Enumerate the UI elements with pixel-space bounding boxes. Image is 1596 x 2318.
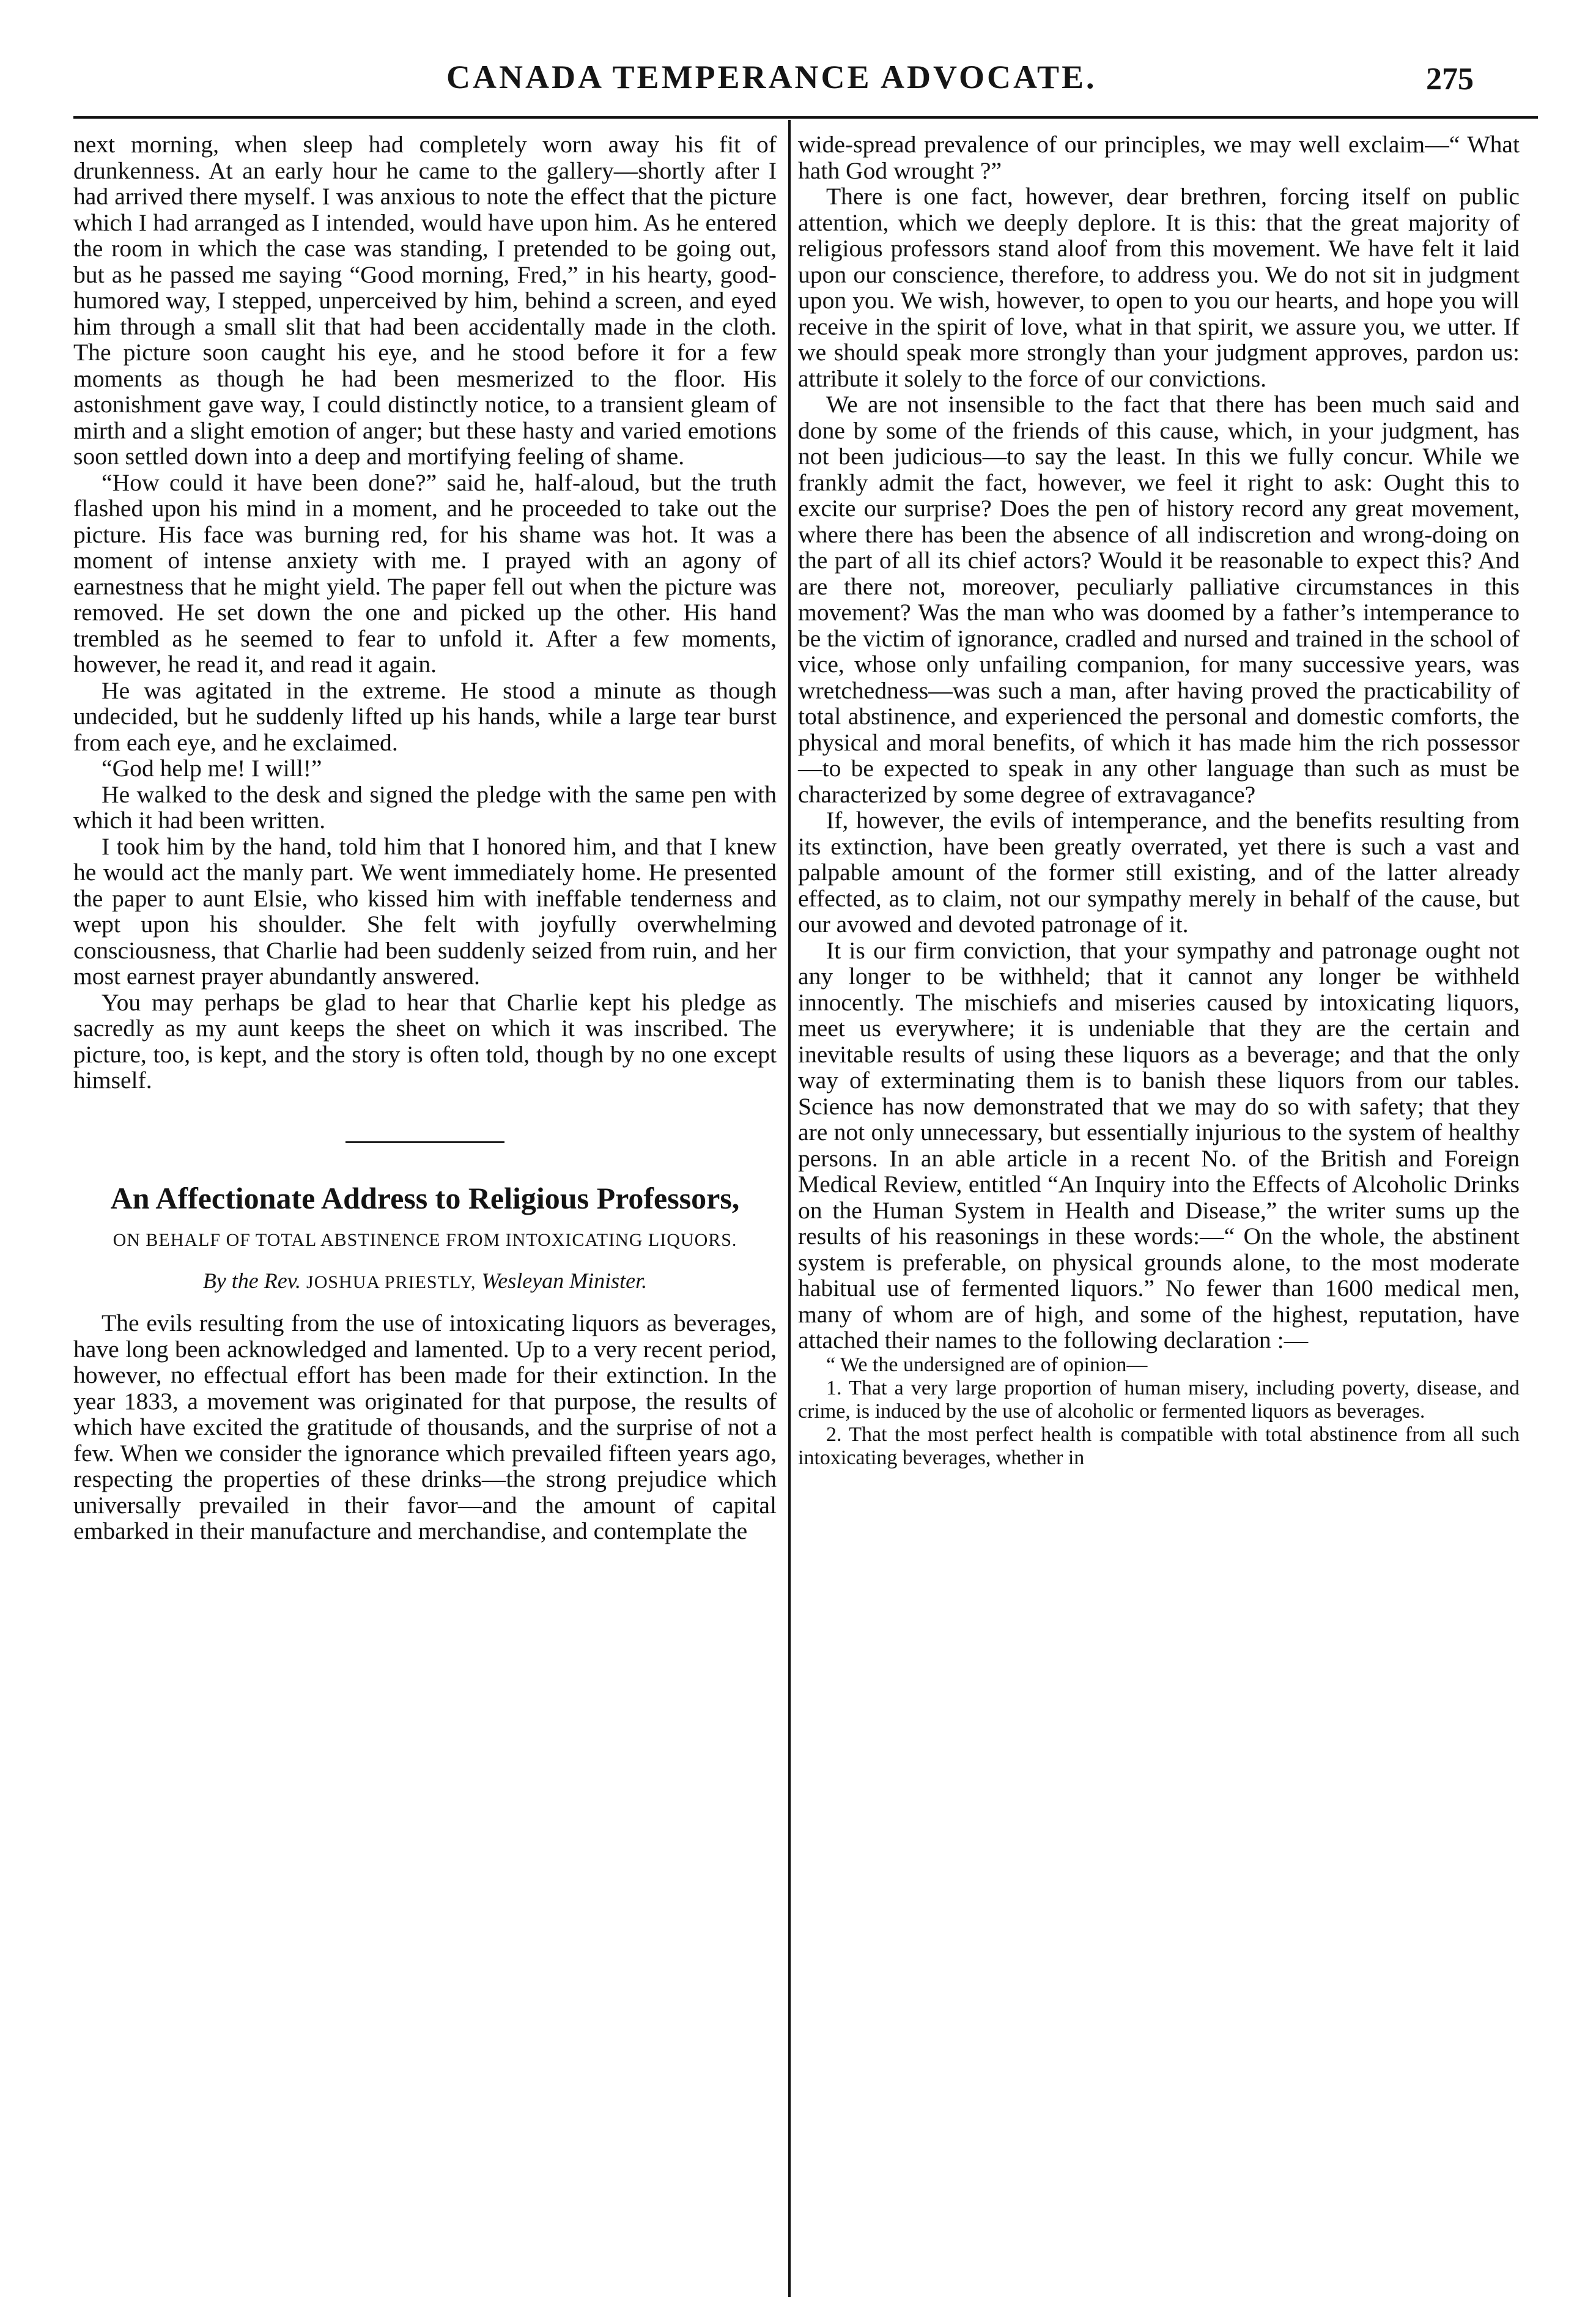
story-paragraph: I took him by the hand, told him that I honored him, and that I knew he would act the manly part. We went immediately home. He presented the paper to aunt Elsie, who kissed him with ineffable tenderness and wept upon his shoulder. She felt with joyfully overwhelming consciousness, that Charlie had been suddenly seized from ruin, and her most earnest prayer abundantly answered. — [73, 832, 777, 990]
article-paragraph: There is one fact, however, dear brethren, forcing itself on public attention, which we deeply deplore. It is this: that the great majority of religious professors stand aloof from this movement. We have felt it laid upon our conscience, therefore, to address you. We do not sit in judgment upon you. We wish, however, to open to you our hearts, and hope you will receive in the spirit of love, what in that spirit, we assure you, we utter. If we should speak more strongly than your judgment approves, pardon us: attribute it solely to the force of our convictions. — [798, 183, 1520, 392]
article-paragraph: We are not insensible to the fact that there has been much said and done by some of the friends of this cause, which, in your judgment, has not been judicious—to say the least. In this we fully concur. While we frankly admit the fact, however, we feel it right to ask: Ought this to excite our surprise? Does the pen of history record any great movement, where there has been the absence of all indiscretion and wrong-doing on the part of all its chief actors? Would it be reasonable to expect this? And are there not, moreover, peculiarly palliative circumstances in this movement? Was the man who was doomed by a father’s intemperance to be the victim of ignorance, cradled and nursed and trained in the school of vice, whose only unfailing companion, for many successive years, was wretchedness—was such a man, after having proved the practicability of total abstinence, and experienced the personal and domestic comforts, the physical and moral benefits, of which it has made him the rich possessor—to be expected to speak in any other language than such as must be characterized by some degree of extravagance? — [798, 391, 1520, 808]
story-paragraph: “How could it have been done?” said he, half-aloud, but the truth flashed upon his mind in a moment, and he proceeded to take out the picture. His face was burning red, for his shame was hot. It was a moment of intense anxiety with me. I prayed with an agony of earnestness that he might yield. The paper fell out when the picture was removed. He set down the one and picked up the other. His hand trembled as he seemed to fear to unfold it. After a few moments, however, he read it, and read it again. — [73, 468, 777, 678]
article-title: An Affectionate Address to Religious Professors, — [110, 1180, 740, 1215]
article-paragraph: If, however, the evils of intemperance, and the benefits resulting from its extinction, have been greatly overrated, yet there is such a vast and palpable amount of the former still existing, and of the latter already effected, as to claim, not our sympathy merely in behalf of the cause, but our avowed and devoted patronage of it. — [798, 807, 1520, 938]
article-subtitle: ON BEHALF OF TOTAL ABSTINENCE FROM INTOXICATING LIQUORS. — [113, 1229, 737, 1250]
section-divider — [345, 1141, 504, 1143]
byline-author: JOSHUA PRIESTLY, — [306, 1272, 476, 1292]
story-paragraph: He walked to the desk and signed the pledge with the same pen with which it had been written. — [73, 780, 777, 834]
declaration-item: 2. That the most perfect health is compatible with total abstinence from all such intoxicating beverages, whether in — [798, 1423, 1520, 1469]
right-column — [798, 131, 1520, 1470]
declaration-intro: “ We the undersigned are of opinion— — [826, 1353, 1148, 1376]
article-byline — [73, 1268, 777, 1296]
header-rule — [73, 116, 1538, 119]
article-paragraph: It is our firm conviction, that your sympathy and patronage ought not any longer to be withheld; that it cannot any longer be withheld innocently. The mischiefs and miseries caused by intoxicating liquors, meet us everywhere; it is undeniable that they are the certain and inevitable results of using these liquors as a beverage; and that the only way of exterminating them is to banish these liquors from our tables. Science has now demonstrated that we may do so with safety; that they are not only unnecessary, but essentially injurious to the system of healthy persons. In an able article in a recent No. of the British and Foreign Medical Review, entitled “An Inquiry into the Effects of Alcoholic Drinks on the Human System in Health and Disease,” the writer sums up the results of his reasonings in these words:—“ On the whole, the abstinent system is preferable, on physical grounds alone, to the most moderate habitual use of fermented liquors.” No fewer than 1600 medical men, many of whom are of high, and some of the highest, reputation, have attached their names to the following declaration :— — [798, 936, 1520, 1353]
page-number: 275 — [1426, 62, 1474, 97]
page-header-title: CANADA TEMPERANCE ADVOCATE. — [446, 59, 1097, 95]
byline-prefix: By the Rev. — [202, 1268, 301, 1293]
story-paragraph: You may perhaps be glad to hear that Charlie kept his pledge as sacredly as my aunt keeps the sheet on which it was inscribed. The picture, too, is kept, and the story is often told, though by no one except himself. — [73, 988, 777, 1094]
story-paragraph: He was agitated in the extreme. He stood a minute as though undecided, but he suddenly lifted up his hands, while a large tear burst from each eye, and he exclaimed. — [73, 676, 777, 756]
column-divider — [788, 120, 791, 2297]
declaration-item: 1. That a very large proportion of human misery, including poverty, disease, and crime, is induced by the use of alcoholic or fermented liquors as beverages. — [798, 1376, 1520, 1423]
story-paragraph: next morning, when sleep had completely worn away his fit of drunkenness. At an early hour he came to the gallery—shortly after I had arrived there myself. I was anxious to note the effect that the picture which I had arranged as I intended, would have upon him. As he entered the room in which the case was standing, I pretended to be going out, but as he passed me saying “Good morning, Fred,” in his hearty, good-humored way, I stepped, unperceived by him, behind a screen, and eyed him through a small slit that had been accidentally made in the cloth. The picture soon caught his eye, and he stood before it for a few moments as though he had been mesmerized to the floor. His astonishment gave way, I could distinctly notice, to a transient gleam of mirth and a slight emotion of anger; but these hasty and varied emotions soon settled down into a deep and mortifying feeling of shame. — [73, 131, 777, 470]
byline-suffix: Wesleyan Minister. — [481, 1268, 648, 1293]
left-column — [73, 131, 777, 1544]
story-quote: “God help me! I will!” — [102, 755, 322, 782]
article-paragraph: The evils resulting from the use of intoxicating liquors as beverages, have long been acknowledged and lamented. Up to a very recent period, however, no effectual effort has been made for their extinction. In the year 1833, a movement was originated for that purpose, the results of which have excited the gratitude of thousands, and the surprise of not a few. When we consider the ignorance which prevailed fifteen years ago, respecting the properties of these drinks—the strong prejudice which universally prevailed in their favor—and the amount of capital embarked in their manufacture and merchandise, and contemplate the — [73, 1309, 777, 1544]
article-paragraph: wide-spread prevalence of our principles, we may well exclaim—“ What hath God wrought ?” — [798, 131, 1520, 184]
